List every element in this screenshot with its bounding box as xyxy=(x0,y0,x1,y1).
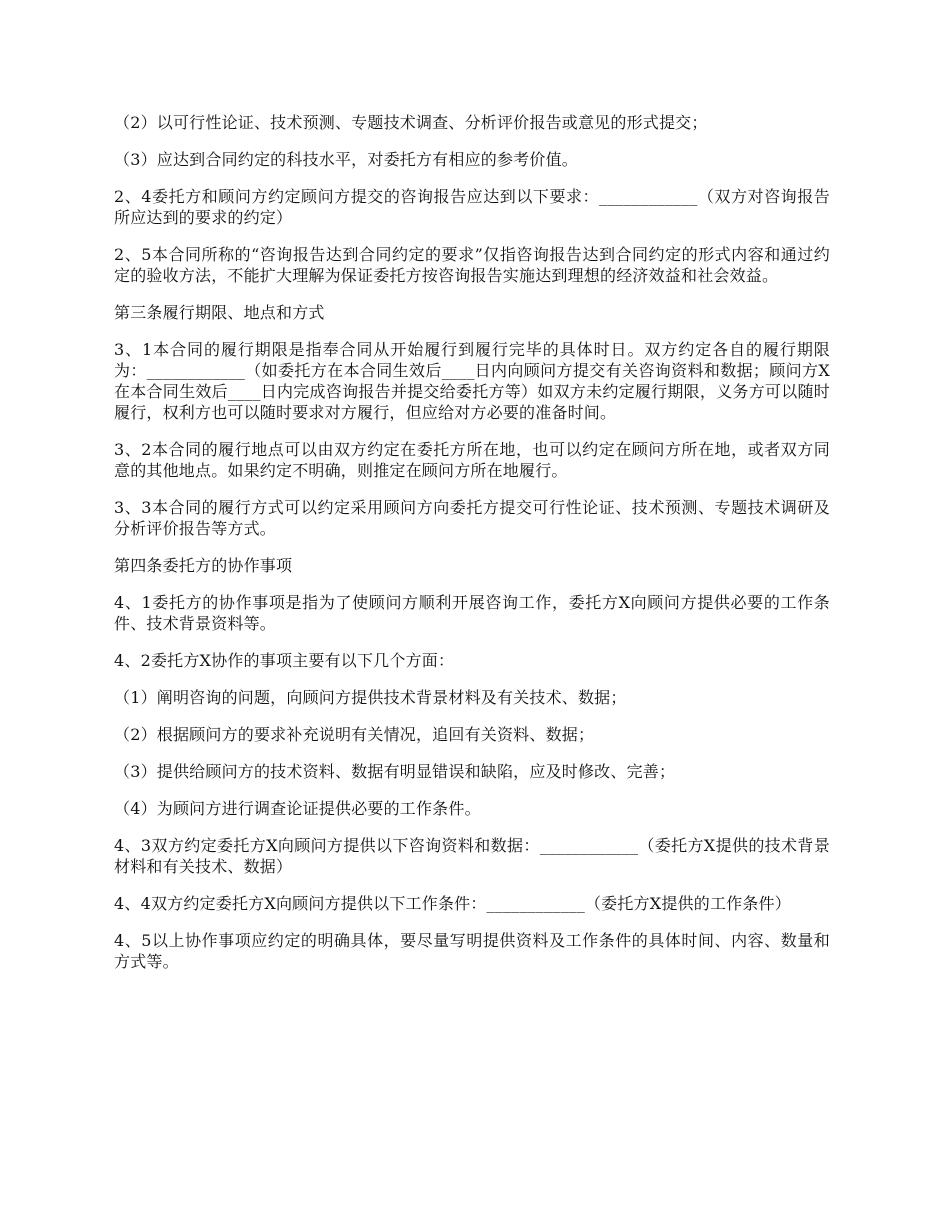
paragraph-item-2-provision: （2）以可行性论证、技术预测、专题技术调查、分析评价报告或意见的形式提交； xyxy=(114,113,708,132)
paragraph-clause-4-4: 4、4双方约定委托方X向顾问方提供以下工作条件：____________（委托方X提供的工作条件） xyxy=(114,894,791,913)
paragraph-item-2-cooperation: （2）根据顾问方的要求补充说明有关情况，追回有关资料、数据； xyxy=(114,725,595,744)
paragraph-item-4-cooperation: （4）为顾问方进行调查论证提供必要的工作条件。 xyxy=(114,799,481,818)
paragraph-clause-3-3: 3、3本合同的履行方式可以约定采用顾问方向委托方提交可行性论证、技术预测、专题技术调研及分析评价报告等方式。 xyxy=(114,498,830,538)
paragraph-clause-2-5: 2、5本合同所称的“咨询报告达到合同约定的要求”仅指咨询报告达到合同约定的形式内容和通过约定的验收方法，不能扩大理解为保证委托方按咨询报告实施达到理想的经济效益和社会效益。 xyxy=(114,245,830,285)
paragraph-item-3-provision: （3）应达到合同约定的科技水平，对委托方有相应的参考价值。 xyxy=(114,150,578,169)
paragraph-item-3-cooperation: （3）提供给顾问方的技术资料、数据有明显错误和缺陷，应及时修改、完善； xyxy=(114,762,676,781)
paragraph-item-1-cooperation: （1）阐明咨询的问题，向顾问方提供技术背景材料及有关技术、数据； xyxy=(114,688,627,707)
paragraph-clause-4-5: 4、5以上协作事项应约定的明确具体，要尽量写明提供资料及工作条件的具体时间、内容、数量和方式等。 xyxy=(114,931,830,971)
section-heading-article-3: 第三条履行期限、地点和方式 xyxy=(114,303,325,322)
paragraph-clause-3-2: 3、2本合同的履行地点可以由双方约定在委托方所在地，也可以约定在顾问方所在地，或者双方同意的其他地点。如果约定不明确，则推定在顾问方所在地履行。 xyxy=(114,440,830,480)
paragraph-clause-2-4: 2、4委托方和顾问方约定顾问方提交的咨询报告应达到以下要求：____________（双方对咨询报告所应达到的要求的约定） xyxy=(114,187,830,227)
paragraph-clause-3-1: 3、1本合同的履行期限是指奉合同从开始履行到履行完毕的具体时日。双方约定各自的履行期限为：____________（如委托方在本合同生效后____日内向顾问方提交有关咨询资料和数据；顾问方X在本合同生效后____日内完成咨询报告并提交给委托方等）如双方未约定履行期限，义务方可以随时履行，权利方也可以随时要求对方履行，但应给对方必要的准备时间。 xyxy=(114,340,830,422)
section-heading-article-4: 第四条委托方的协作事项 xyxy=(114,556,293,575)
document-page xyxy=(114,112,830,988)
paragraph-clause-4-1: 4、1委托方的协作事项是指为了使顾问方顺利开展咨询工作，委托方X向顾问方提供必要的工作条件、技术背景资料等。 xyxy=(114,593,830,633)
paragraph-clause-4-2: 4、2委托方X协作的事项主要有以下几个方面： xyxy=(114,651,455,670)
paragraph-clause-4-3: 4、3双方约定委托方X向顾问方提供以下咨询资料和数据：____________（委托方X提供的技术背景材料和有关技术、数据） xyxy=(114,836,830,876)
